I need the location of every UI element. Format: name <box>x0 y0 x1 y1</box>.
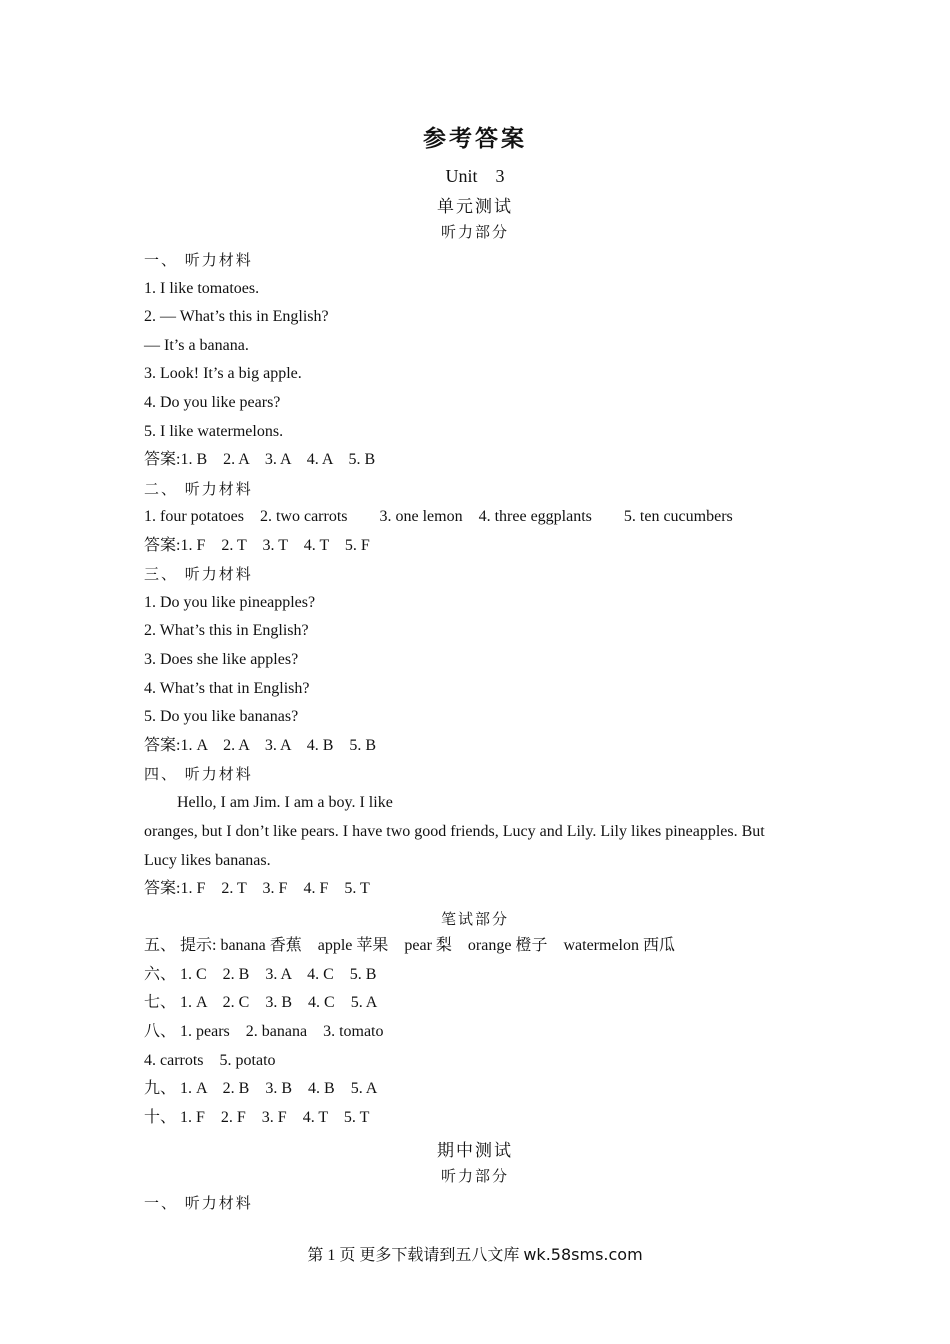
q4-paragraph-line-2: oranges, but I don’t like pears. I have two good friends, Lucy and Lily. Lily likes pineapples. But <box>144 823 765 840</box>
q2-heading: 二、 听力材料 <box>144 480 253 498</box>
q1-line-6: 5. I like watermelons. <box>144 423 284 440</box>
q4-heading: 四、 听力材料 <box>144 765 253 783</box>
section-heading-midterm: 期中测试 <box>437 1141 513 1161</box>
q9-line: 九、 1. A 2. B 3. B 4. B 5. A <box>144 1080 378 1097</box>
q1-line-3: — It’s a banana. <box>144 337 249 354</box>
q10-line: 十、 1. F 2. F 3. F 4. T 5. T <box>144 1109 370 1126</box>
q1-line-2: 2. — What’s this in English? <box>144 308 329 325</box>
q3-line-2: 2. What’s this in English? <box>144 622 309 639</box>
q8-line-1: 八、 1. pears 2. banana 3. tomato <box>144 1023 384 1040</box>
q2-line: 1. four potatoes 2. two carrots 3. one lemon 4. three eggplants 5. ten cucumbers <box>144 508 733 525</box>
q8-line-2: 4. carrots 5. potato <box>144 1052 276 1069</box>
section-heading-listening-midterm: 听力部分 <box>440 1167 509 1185</box>
page-title: 参考答案 <box>423 126 527 152</box>
footer-page-text: 第 1 页 更多下载请到五八文库 <box>307 1247 520 1264</box>
q2-answer: 答案:1. F 2. T 3. T 4. T 5. F <box>144 537 370 554</box>
q1-line-5: 4. Do you like pears? <box>144 394 281 411</box>
q1-heading: 一、 听力材料 <box>144 251 253 269</box>
q4-answer: 答案:1. F 2. T 3. F 4. F 5. T <box>144 880 370 897</box>
q4-paragraph-line-3: Lucy likes bananas. <box>144 852 271 869</box>
page-footer <box>0 1242 950 1265</box>
unit-label: Unit 3 <box>445 166 505 186</box>
section-heading-listening: 听力部分 <box>440 223 509 241</box>
q3-line-1: 1. Do you like pineapples? <box>144 594 316 611</box>
section-heading-unit-test: 单元测试 <box>437 197 513 217</box>
q3-line-4: 4. What’s that in English? <box>144 680 310 697</box>
q3-line-5: 5. Do you like bananas? <box>144 708 299 725</box>
q3-line-3: 3. Does she like apples? <box>144 651 299 668</box>
q1-answer: 答案:1. B 2. A 3. A 4. A 5. B <box>144 451 376 468</box>
section-heading-written: 笔试部分 <box>440 910 509 928</box>
q6-line: 六、 1. C 2. B 3. A 4. C 5. B <box>144 966 377 983</box>
q7-line: 七、 1. A 2. C 3. B 4. C 5. A <box>144 994 378 1011</box>
q3-answer: 答案:1. A 2. A 3. A 4. B 5. B <box>144 737 377 754</box>
midterm-q1-heading: 一、 听力材料 <box>144 1194 253 1212</box>
q4-paragraph-line-1: Hello, I am Jim. I am a boy. I like <box>177 794 393 811</box>
q1-line-1: 1. I like tomatoes. <box>144 280 260 297</box>
q3-heading: 三、 听力材料 <box>144 565 253 583</box>
q5-line: 五、 提示: banana 香蕉 apple 苹果 pear 梨 orange 橙子 watermelon 西瓜 <box>144 937 675 954</box>
footer-site-link[interactable]: wk.58sms.com <box>523 1245 643 1264</box>
q1-line-4: 3. Look! It’s a big apple. <box>144 365 302 382</box>
